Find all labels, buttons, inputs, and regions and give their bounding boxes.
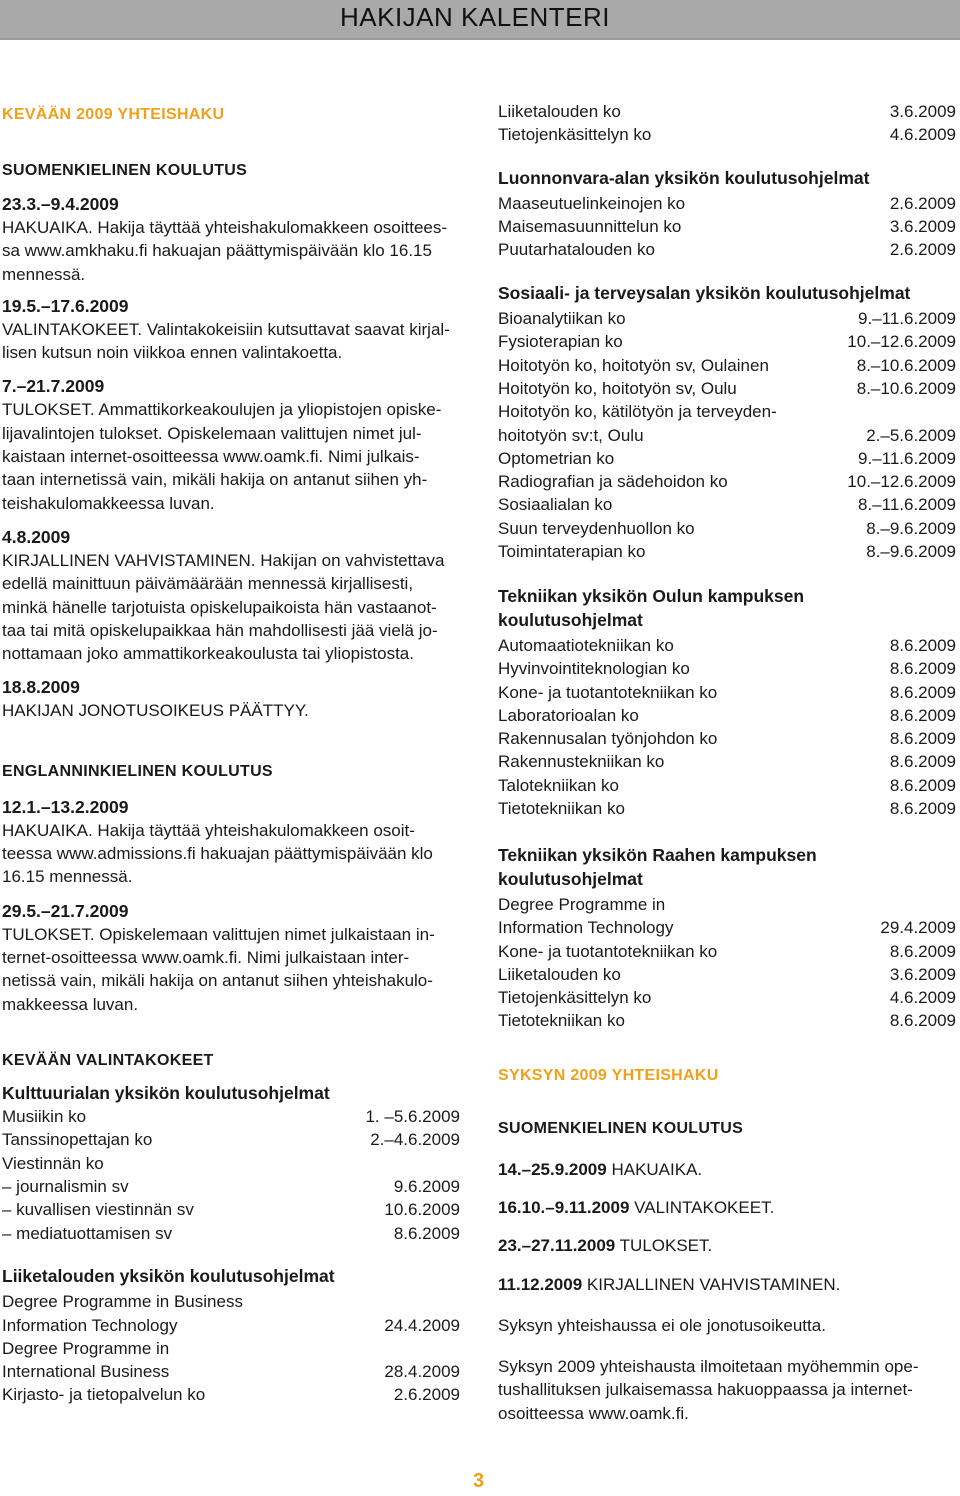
schedule-row — [498, 123, 956, 146]
autumn-date: 16.10.–9.11.2009 — [498, 1197, 630, 1217]
schedule-row — [498, 400, 956, 423]
exam-date: 2.6.2009 — [889, 240, 956, 260]
exam-date: 8.–9.6.2009 — [866, 518, 956, 538]
autumn-schedule-item — [498, 1196, 956, 1219]
paragraph-line: lisen kutsun noin viikkoa ennen valintakoetta. — [2, 343, 343, 363]
exam-date: 29.4.2009 — [880, 918, 956, 938]
schedule-row — [498, 330, 956, 353]
schedule-row — [2, 1337, 460, 1360]
paragraph-line: TULOKSET. Ammattikorkeakoulujen ja yliopistojen opiske- — [2, 400, 442, 420]
culture-schedule-list — [2, 1105, 460, 1245]
schedule-row — [498, 940, 956, 963]
paragraph-line: edellä mainittuun päivämäärään mennessä kirjallisesti, — [2, 574, 414, 594]
autumn-event: HAKUAIKA. — [611, 1159, 703, 1179]
schedule-row — [498, 704, 956, 727]
autumn-info-paragraph — [498, 1355, 956, 1425]
right-column — [498, 100, 956, 1425]
date-heading: 29.5.–21.7.2009 — [2, 900, 129, 921]
exam-date: 10.–12.6.2009 — [847, 472, 956, 492]
schedule-row — [498, 1009, 956, 1032]
autumn-event: TULOKSET. — [619, 1236, 713, 1256]
programme-name: Tanssinopettajan ko — [2, 1130, 153, 1150]
programme-name: Degree Programme in — [498, 894, 666, 914]
programme-name: Hoitotyön ko, hoitotyön sv, Oulainen — [498, 355, 769, 375]
spring-exams-heading: KEVÄÄN VALINTAKOKEET — [2, 1051, 214, 1069]
paragraph-line: 16.15 mennessä. — [2, 867, 133, 887]
exam-date: 8.6.2009 — [889, 729, 956, 749]
paragraph-line: taa tai mitä opiskelupaikkaa hän mahdollisesti jää vielä jo- — [2, 620, 438, 640]
exam-date: 2.6.2009 — [889, 193, 956, 213]
paragraph — [2, 216, 460, 286]
programme-name: Optometrian ko — [498, 448, 615, 468]
programme-name: Viestinnän ko — [2, 1153, 104, 1173]
schedule-row — [498, 447, 956, 470]
programme-name: Hyvinvointiteknologian ko — [498, 659, 690, 679]
schedule-row — [498, 192, 956, 215]
exam-date: 8.6.2009 — [889, 705, 956, 725]
autumn-event: VALINTAKOKEET. — [634, 1197, 775, 1217]
schedule-row — [498, 963, 956, 986]
schedule-row — [498, 354, 956, 377]
autumn-schedule-item — [498, 1158, 956, 1181]
section-title-line: Tekniikan yksikön Raahen kampuksen — [498, 845, 817, 866]
programme-name: Kirjasto- ja tietopalvelun ko — [2, 1385, 206, 1405]
paragraph-line: HAKUAIKA. Hakija täyttää yhteishakulomakkeen osoit- — [2, 820, 415, 840]
programme-name: Bioanalytiikan ko — [498, 309, 626, 329]
schedule-row — [2, 1222, 460, 1245]
page-header — [0, 0, 960, 40]
schedule-row — [498, 540, 956, 563]
schedule-row — [498, 727, 956, 750]
section-title-line: koulutusohjelmat — [498, 868, 643, 889]
schedule-row — [498, 517, 956, 540]
programme-name: Kone- ja tuotantotekniikan ko — [498, 941, 718, 961]
programme-name: Radiografian ja sädehoidon ko — [498, 472, 728, 492]
left-column — [2, 100, 460, 1407]
paragraph-line: minkä hänelle tarjotuista opiskelupaikoista hän vastaanot- — [2, 597, 437, 617]
programme-name: Hoitotyön ko, hoitotyön sv, Oulu — [498, 378, 737, 398]
paragraph-line: ternet-osoitteessa www.oamk.fi. Nimi julkaistaan inter- — [2, 947, 410, 967]
programme-name: Tietojenkäsittelyn ko — [498, 125, 652, 145]
paragraph — [2, 819, 460, 889]
exam-date: 8.–9.6.2009 — [866, 542, 956, 562]
date-heading: 12.1.–13.2.2009 — [2, 796, 129, 817]
programme-name: Toimintaterapian ko — [498, 542, 646, 562]
exam-date: 28.4.2009 — [384, 1362, 460, 1382]
schedule-row — [2, 1314, 460, 1337]
programme-name: Hoitotyön ko, kätilötyön ja terveyden- — [498, 402, 777, 422]
programme-name: hoitotyön sv:t, Oulu — [498, 425, 644, 445]
programme-name: Liiketalouden ko — [498, 102, 621, 121]
programme-name: Tietotekniikan ko — [498, 799, 625, 819]
date-heading: 23.3.–9.4.2009 — [2, 194, 119, 214]
exam-date: 8.6.2009 — [393, 1223, 460, 1243]
schedule-row — [498, 238, 956, 261]
exam-date: 3.6.2009 — [889, 964, 956, 984]
programme-name: Rakennusalan työnjohdon ko — [498, 729, 718, 749]
schedule-row — [498, 681, 956, 704]
exam-date: 9.6.2009 — [393, 1177, 460, 1197]
paragraph-line: nottamaan joko ammattikorkeakoulusta tai yliopistosta. — [2, 644, 414, 664]
autumn-date: 23.–27.11.2009 — [498, 1236, 616, 1256]
paragraph — [2, 549, 460, 665]
business-schedule-list — [2, 1290, 460, 1406]
autumn-event: KIRJALLINEN VAHVISTAMINEN. — [586, 1274, 841, 1294]
exam-date: 4.6.2009 — [889, 988, 956, 1008]
exam-date: 24.4.2009 — [384, 1315, 460, 1335]
exam-date: 1. –5.6.2009 — [365, 1107, 460, 1127]
schedule-row — [498, 470, 956, 493]
paragraph-line: osoitteessa www.oamk.fi. — [498, 1403, 689, 1423]
programme-name: Maisemasuunnittelun ko — [498, 217, 682, 237]
schedule-row — [498, 916, 956, 939]
schedule-row — [2, 1105, 460, 1128]
paragraph-line: mennessä. — [2, 264, 86, 284]
exam-date: 10.–12.6.2009 — [847, 332, 956, 352]
programme-name: Talotekniikan ko — [498, 775, 619, 795]
tech-oulu-schedule-list — [498, 634, 956, 820]
exam-date: 9.–11.6.2009 — [858, 448, 956, 468]
tech-raahe-schedule-list — [498, 893, 956, 1033]
programme-name: International Business — [2, 1362, 170, 1382]
continued-schedule-list — [498, 100, 956, 147]
exam-date: 8.–11.6.2009 — [858, 495, 956, 515]
exam-date: 8.6.2009 — [889, 659, 956, 679]
date-heading: 4.8.2009 — [2, 526, 71, 547]
programme-name: – mediatuottamisen sv — [2, 1223, 173, 1243]
exam-date: 8.6.2009 — [889, 1011, 956, 1031]
paragraph-line: Syksyn 2009 yhteishausta ilmoitetaan myöhemmin ope- — [498, 1357, 919, 1377]
schedule-row — [498, 377, 956, 400]
programme-name: Degree Programme in — [2, 1338, 170, 1358]
health-section-title: Sosiaali- ja terveysalan yksikön koulutusohjelmat — [498, 282, 911, 303]
exam-date: 4.6.2009 — [889, 125, 956, 145]
exam-date: 2.6.2009 — [393, 1385, 460, 1405]
page-title: HAKIJAN KALENTERI — [339, 2, 610, 32]
finnish-programmes-heading: SUOMENKIELINEN KOULUTUS — [2, 162, 248, 179]
exam-date: 2.–4.6.2009 — [370, 1130, 460, 1150]
paragraph-line: netissä vain, mikäli hakija on antanut siihen yhteishakulo- — [2, 971, 433, 991]
autumn-date: 14.–25.9.2009 — [498, 1159, 607, 1179]
schedule-row — [498, 307, 956, 330]
tech-oulu-section-title — [498, 585, 956, 632]
autumn-date: 11.12.2009 — [498, 1274, 583, 1294]
paragraph — [2, 923, 460, 1016]
nature-schedule-list — [498, 192, 956, 262]
programme-name: Kone- ja tuotantotekniikan ko — [498, 682, 718, 702]
programme-name: Rakennustekniikan ko — [498, 752, 665, 772]
schedule-row — [498, 750, 956, 773]
schedule-row — [2, 1128, 460, 1151]
spring-application-heading: KEVÄÄN 2009 YHTEISHAKU — [2, 106, 225, 123]
programme-name: Tietojenkäsittelyn ko — [498, 988, 652, 1008]
exam-date: 8.–10.6.2009 — [856, 355, 956, 375]
programme-name: Musiikin ko — [2, 1107, 87, 1127]
programme-name: Suun terveydenhuollon ko — [498, 518, 695, 538]
autumn-schedule-item — [498, 1273, 956, 1296]
tech-raahe-section-title — [498, 844, 956, 891]
schedule-row — [498, 215, 956, 238]
programme-name: – journalismin sv — [2, 1177, 129, 1197]
exam-date: 8.6.2009 — [889, 941, 956, 961]
paragraph-line: KIRJALLINEN VAHVISTAMINEN. Hakijan on vahvistettava — [2, 550, 445, 570]
paragraph-line: teishakulomakkeessa luvan. — [2, 493, 215, 513]
exam-date: 10.6.2009 — [384, 1200, 460, 1220]
paragraph-line: lijavalintojen tulokset. Opiskelemaan valittujen nimet jul- — [2, 423, 422, 443]
programme-name: Automaatiotekniikan ko — [498, 635, 674, 655]
paragraph-line: makkeessa luvan. — [2, 994, 139, 1014]
paragraph — [2, 398, 460, 514]
exam-date: 8.6.2009 — [889, 799, 956, 819]
schedule-row — [498, 797, 956, 820]
schedule-row — [498, 634, 956, 657]
autumn-finnish-programmes-heading: SUOMENKIELINEN KOULUTUS — [498, 1119, 744, 1137]
programme-name: Degree Programme in Business — [2, 1292, 243, 1312]
section-title-line: Tekniikan yksikön Oulun kampuksen — [498, 586, 805, 607]
programme-name: Fysioterapian ko — [498, 332, 623, 352]
exam-date: 9.–11.6.2009 — [858, 309, 956, 329]
programme-name: Information Technology — [2, 1315, 178, 1335]
paragraph-line: teessa www.admissions.fi hakuajan päättymispäivään klo — [2, 844, 433, 864]
paragraph-line: HAKIJAN JONOTUSOIKEUS PÄÄTTYY. — [2, 701, 309, 721]
autumn-application-heading: SYKSYN 2009 YHTEISHAKU — [498, 1066, 719, 1084]
paragraph-line: HAKUAIKA. Hakija täyttää yhteishakulomakkeen osoittees- — [2, 218, 448, 237]
schedule-row — [498, 657, 956, 680]
schedule-row — [498, 100, 956, 123]
paragraph-line: tushallituksen julkaisemassa hakuoppaassa ja internet- — [498, 1380, 913, 1400]
schedule-row — [498, 893, 956, 916]
schedule-row — [498, 493, 956, 516]
culture-section-title: Kulttuurialan yksikön koulutusohjelmat — [2, 1082, 330, 1103]
programme-name: Laboratorioalan ko — [498, 705, 639, 725]
schedule-row — [2, 1152, 460, 1175]
autumn-schedule-item — [498, 1234, 956, 1257]
programme-name: Maaseutuelinkeinojen ko — [498, 193, 686, 213]
nature-section-title: Luonnonvara-alan yksikön koulutusohjelmat — [498, 167, 870, 188]
paragraph — [2, 318, 460, 365]
programme-name: Liiketalouden ko — [498, 964, 621, 984]
schedule-row — [2, 1383, 460, 1406]
business-section-title: Liiketalouden yksikön koulutusohjelmat — [2, 1265, 335, 1286]
paragraph-line: taan internetissä vain, mikäli hakija on antanut siihen yh- — [2, 470, 428, 490]
exam-date: 3.6.2009 — [889, 102, 956, 121]
programme-name: Tietotekniikan ko — [498, 1011, 625, 1031]
programme-name: Information Technology — [498, 918, 674, 938]
exam-date: 2.–5.6.2009 — [866, 425, 956, 445]
exam-date: 8.6.2009 — [889, 752, 956, 772]
paragraph-line: sa www.amkhaku.fi hakuajan päättymispäivään klo 16.15 — [2, 241, 432, 261]
exam-date: 8.6.2009 — [889, 775, 956, 795]
health-schedule-list — [498, 307, 956, 563]
schedule-row — [2, 1175, 460, 1198]
paragraph-line: TULOKSET. Opiskelemaan valittujen nimet julkaistaan in- — [2, 924, 435, 944]
schedule-row — [2, 1198, 460, 1221]
schedule-row — [498, 424, 956, 447]
schedule-row — [2, 1290, 460, 1313]
date-heading: 19.5.–17.6.2009 — [2, 295, 129, 316]
paragraph-line: VALINTAKOKEET. Valintakokeisiin kutsuttavat saavat kirjal- — [2, 319, 450, 339]
schedule-row — [498, 774, 956, 797]
exam-date: 8.–10.6.2009 — [856, 378, 956, 398]
schedule-row — [498, 986, 956, 1009]
section-title-line: koulutusohjelmat — [498, 609, 643, 630]
programme-name: Sosiaalialan ko — [498, 495, 613, 515]
date-heading: 7.–21.7.2009 — [2, 376, 105, 397]
date-heading: 18.8.2009 — [2, 677, 80, 698]
exam-date: 3.6.2009 — [889, 217, 956, 237]
programme-name: – kuvallisen viestinnän sv — [2, 1200, 194, 1220]
schedule-row — [2, 1360, 460, 1383]
english-programmes-heading: ENGLANNINKIELINEN KOULUTUS — [2, 762, 273, 780]
paragraph-line: kaistaan internet-osoitteessa www.oamk.fi. Nimi julkais- — [2, 447, 420, 467]
exam-date: 8.6.2009 — [889, 682, 956, 702]
autumn-note: Syksyn yhteishaussa ei ole jonotusoikeutta. — [498, 1315, 826, 1335]
exam-date: 8.6.2009 — [889, 635, 956, 655]
programme-name: Puutarhatalouden ko — [498, 240, 655, 260]
page-number: 3 — [473, 1470, 485, 1492]
